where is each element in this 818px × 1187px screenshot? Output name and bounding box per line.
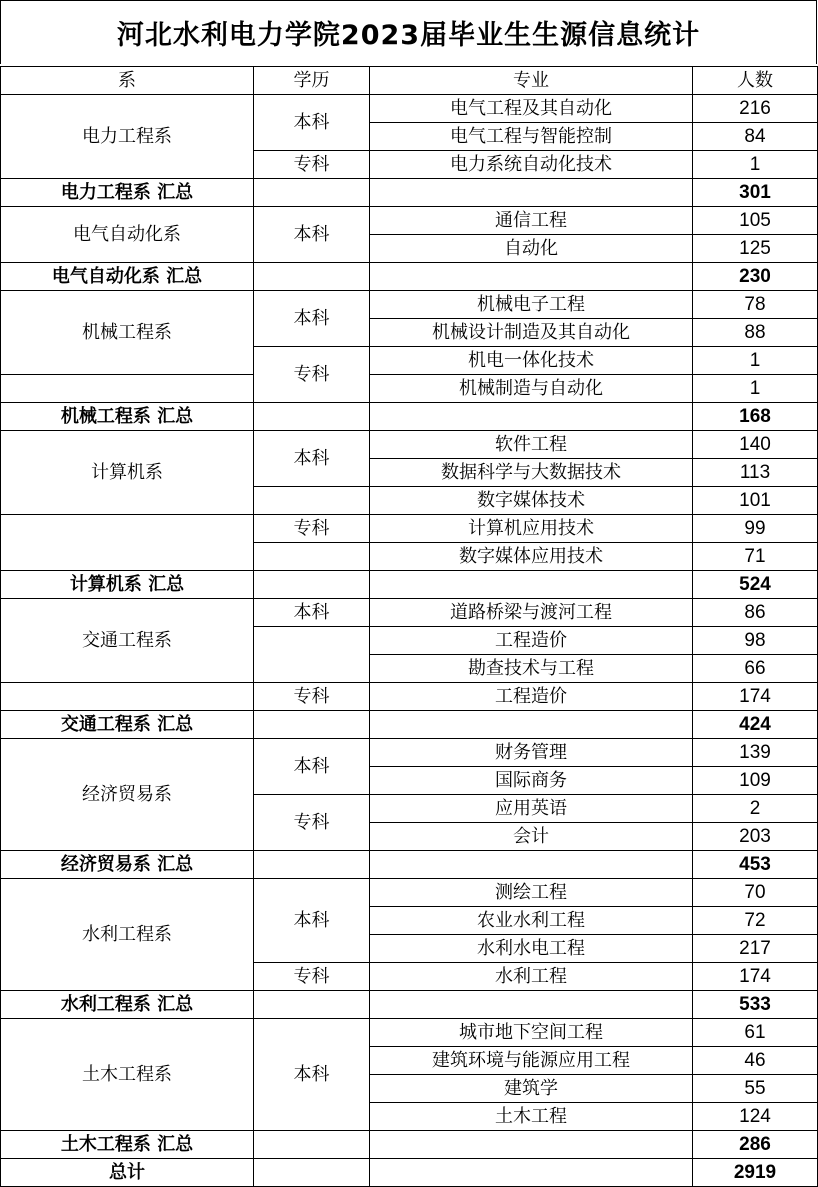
major-cell: 机械电子工程 [370,291,693,319]
subtotal-row [1,571,818,599]
level-cell: 专科 [254,347,370,403]
level-cell: 本科 [254,431,370,487]
count-cell: 139 [693,739,818,767]
count-cell: 78 [693,291,818,319]
major-cell: 机械设计制造及其自动化 [370,319,693,347]
empty-cell [254,263,370,291]
total-count: 2919 [693,1159,818,1187]
empty-cell [254,851,370,879]
table-row [1,95,818,123]
subtotal-label: 交通工程系 汇总 [1,711,254,739]
major-cell: 机械制造与自动化 [370,375,693,403]
count-cell: 70 [693,879,818,907]
count-cell: 203 [693,823,818,851]
level-cell: 专科 [254,795,370,851]
empty-cell [370,991,693,1019]
table-header-row [1,67,818,95]
major-cell: 财务管理 [370,739,693,767]
graduate-stats-table [0,66,818,1187]
total-row [1,1159,818,1187]
major-cell: 电气工程与智能控制 [370,123,693,151]
count-cell: 109 [693,767,818,795]
major-cell: 建筑学 [370,1075,693,1103]
title-box [0,0,817,64]
subtotal-label: 机械工程系 汇总 [1,403,254,431]
count-cell: 99 [693,515,818,543]
major-cell: 应用英语 [370,795,693,823]
level-cell: 本科 [254,207,370,263]
count-cell: 113 [693,459,818,487]
level-cell: 专科 [254,515,370,543]
major-cell: 机电一体化技术 [370,347,693,375]
empty-cell [254,1159,370,1187]
empty-cell [254,1131,370,1159]
dept-cell: 电气自动化系 [1,207,254,263]
count-cell: 174 [693,683,818,711]
level-cell: 本科 [254,1019,370,1131]
header-major: 专业 [370,67,693,95]
subtotal-count: 301 [693,179,818,207]
empty-cell [1,683,254,711]
table-row [1,879,818,907]
dept-cell: 水利工程系 [1,879,254,991]
count-cell: 140 [693,431,818,459]
subtotal-row [1,1131,818,1159]
subtotal-count: 230 [693,263,818,291]
count-cell: 216 [693,95,818,123]
subtotal-label: 水利工程系 汇总 [1,991,254,1019]
count-cell: 105 [693,207,818,235]
major-cell: 电力系统自动化技术 [370,151,693,179]
total-label: 总计 [1,1159,254,1187]
subtotal-label: 电气自动化系 汇总 [1,263,254,291]
major-cell: 城市地下空间工程 [370,1019,693,1047]
subtotal-row [1,179,818,207]
subtotal-row [1,991,818,1019]
major-cell: 数据科学与大数据技术 [370,459,693,487]
count-cell: 72 [693,907,818,935]
dept-cell: 计算机系 [1,431,254,515]
count-cell: 2 [693,795,818,823]
empty-cell [370,1131,693,1159]
major-cell: 水利工程 [370,963,693,991]
header-dept: 系 [1,67,254,95]
subtotal-label: 电力工程系 汇总 [1,179,254,207]
empty-cell [254,487,370,515]
major-cell: 工程造价 [370,627,693,655]
major-cell: 道路桥梁与渡河工程 [370,599,693,627]
subtotal-row [1,263,818,291]
empty-cell [254,991,370,1019]
empty-cell [254,711,370,739]
count-cell: 98 [693,627,818,655]
level-cell: 本科 [254,291,370,347]
table-row [1,683,818,711]
subtotal-count: 286 [693,1131,818,1159]
count-cell: 174 [693,963,818,991]
level-cell: 专科 [254,963,370,991]
major-cell: 建筑环境与能源应用工程 [370,1047,693,1075]
empty-cell [370,711,693,739]
count-cell: 1 [693,151,818,179]
table-row [1,739,818,767]
count-cell: 1 [693,347,818,375]
major-cell: 水利水电工程 [370,935,693,963]
count-cell: 124 [693,1103,818,1131]
dept-cell: 经济贸易系 [1,739,254,851]
empty-cell [370,403,693,431]
empty-cell [370,851,693,879]
count-cell: 101 [693,487,818,515]
empty-cell [1,515,254,571]
subtotal-row [1,403,818,431]
table-row [1,207,818,235]
dept-cell: 交通工程系 [1,599,254,683]
count-cell: 71 [693,543,818,571]
subtotal-row [1,711,818,739]
empty-cell [254,543,370,571]
empty-cell [370,1159,693,1187]
table-row [1,291,818,319]
level-cell: 本科 [254,599,370,627]
subtotal-row [1,851,818,879]
empty-cell [1,375,254,403]
header-level: 学历 [254,67,370,95]
major-cell: 土木工程 [370,1103,693,1131]
major-cell: 电气工程及其自动化 [370,95,693,123]
table-row [1,431,818,459]
count-cell: 86 [693,599,818,627]
dept-cell: 机械工程系 [1,291,254,375]
empty-cell [254,179,370,207]
major-cell: 工程造价 [370,683,693,711]
subtotal-count: 424 [693,711,818,739]
count-cell: 217 [693,935,818,963]
page-title: 河北水利电力学院2023届毕业生生源信息统计 [116,20,701,51]
count-cell: 84 [693,123,818,151]
major-cell: 农业水利工程 [370,907,693,935]
level-cell: 专科 [254,151,370,179]
header-count: 人数 [693,67,818,95]
major-cell: 测绘工程 [370,879,693,907]
count-cell: 61 [693,1019,818,1047]
count-cell: 55 [693,1075,818,1103]
major-cell: 会计 [370,823,693,851]
table-row [1,515,818,543]
empty-cell [370,263,693,291]
count-cell: 88 [693,319,818,347]
level-cell: 本科 [254,879,370,963]
dept-cell: 电力工程系 [1,95,254,179]
level-cell: 本科 [254,95,370,151]
empty-cell [254,403,370,431]
major-cell: 数字媒体技术 [370,487,693,515]
table-row [1,375,818,403]
major-cell: 自动化 [370,235,693,263]
major-cell: 数字媒体应用技术 [370,543,693,571]
major-cell: 计算机应用技术 [370,515,693,543]
count-cell: 66 [693,655,818,683]
major-cell: 通信工程 [370,207,693,235]
empty-cell [370,179,693,207]
empty-cell [254,627,370,683]
subtotal-label: 计算机系 汇总 [1,571,254,599]
subtotal-count: 453 [693,851,818,879]
count-cell: 125 [693,235,818,263]
level-cell: 专科 [254,683,370,711]
major-cell: 国际商务 [370,767,693,795]
subtotal-count: 533 [693,991,818,1019]
dept-cell: 土木工程系 [1,1019,254,1131]
level-cell: 本科 [254,739,370,795]
subtotal-count: 524 [693,571,818,599]
major-cell: 勘查技术与工程 [370,655,693,683]
subtotal-label: 土木工程系 汇总 [1,1131,254,1159]
empty-cell [254,571,370,599]
count-cell: 1 [693,375,818,403]
empty-cell [370,571,693,599]
table-row [1,599,818,627]
count-cell: 46 [693,1047,818,1075]
table-row [1,1019,818,1047]
subtotal-count: 168 [693,403,818,431]
subtotal-label: 经济贸易系 汇总 [1,851,254,879]
major-cell: 软件工程 [370,431,693,459]
